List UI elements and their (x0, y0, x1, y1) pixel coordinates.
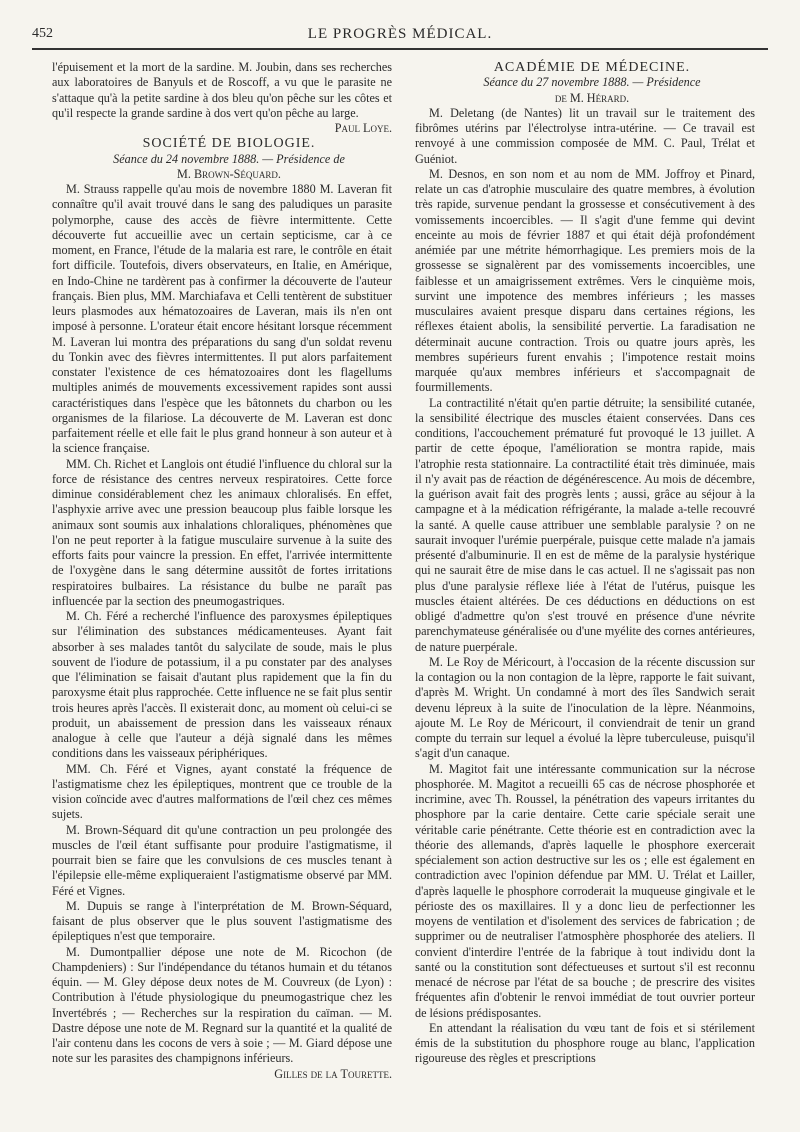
paragraph: M. Dupuis se range à l'interprétation de M. Brown-Séquard, faisant de plus observer que le plus souvent l'astigmatisme des épileptiques n'est que temporaire. (52, 898, 392, 944)
header-rule (32, 48, 768, 50)
intro-paragraph: l'épuisement et la mort de la sardine. M. Joubin, dans ses recherches aux laboratoires de Banyuls et de Roscoff, a vu que le parasite ne s'attaque qu'à la petite sardine à dos bleu qu'on pêche sur les côtes et qu'il respecte la grande sardine à dos vert qu'on pêche au large. (52, 60, 392, 120)
paragraph: M. Dumontpallier dépose une note de M. Ricochon (de Champdeniers) : Sur l'indépendance du tétanos humain et du tétanos équin. — M. Gley dépose deux notes de M. Couvreux (de Lyon) : Contribution à l'étude physiologique du pneumogastrique chez les Invertébrés ; — Recherches sur la respiration du caïman. — M. Dastre dépose une note de M. Regnard sur la quantité et la qualité de l'air contenu dans les cocons de vers à soie ; — M. Giard dépose une note sur les parasites des champignons inférieurs. (52, 944, 392, 1066)
session-line: Séance du 24 novembre 1888. — Présidence de (113, 151, 345, 166)
paragraph: M. Desnos, en son nom et au nom de MM. Joffroy et Pinard, relate un cas d'atrophie musculaire des quatre membres, à évolution très rapide, survenue pendant la grossesse et consécutivement à des vomissements incoercibles. — Il s'agit d'une femme qui devint enceinte au mois de février 1887 et qui était déjà profondément anémiée par une métrite hémorrhagique. Les premiers mois de la grossesse se signalèrent par des vomissements incoercibles, une faiblesse et un amaigrissement extrêmes. Vers le cinquième mois, survint une impotence des membres inférieurs ; les masses musculaires avaient presque disparu dans certaines régions, les réflexes étaient abolis, la sensibilité pervertie. La faradisation ne déterminait aucune contraction. Trois ou quatre jours après, les membres supérieurs furent envahis ; l'impotence restait moins marquée qu'aux membres inférieurs et s'accompagnait de fourmillements. (415, 166, 755, 395)
paragraph: MM. Ch. Féré et Vignes, ayant constaté la fréquence de l'astigmatisme chez les épileptiques, montrent que ce trouble de la vision coïncide avec d'autres malformations de l'œil chez ces mêmes sujets. (52, 761, 392, 822)
paragraph: La contractilité n'était qu'en partie détruite; la sensibilité cutanée, la sensibilité électrique des muscles étaient conservées. Dans ces conditions, l'accouchement prématuré fut provoqué le 13 juillet. A partir de cette époque, l'amélioration se montra rapide, mais l'atrophie resta stationnaire. La contractilité était très diminuée, mais il n'y avait pas de réaction de dégénérescence. Au mois de décembre, la guérison avait fait des progrès lents ; aussi, grâce au séjour à la campagne et à la médication réfrigérante, la malade a-telle recouvré la santé. A quelle cause attribuer une semblable paralysie ? on ne saurait invoquer l'urémie puerpérale, puisque cette malade n'a jamais présenté d'albuminurie. Il en est de même de la paralysie hystérique qui ne saurait être de mise dans le cas actuel. Il ne s'agissait pas non plus d'une paralysie réflexe liée à l'état de l'utérus, puisque les muscles étaient altérées. De ces déductions en déductions on est obligé d'admettre qu'on s'est trouvé en présence d'une névrite parenchymateuse généralisée ou d'une myélite des cornes antérieures, de nature puerpérale. (415, 395, 755, 654)
paragraph: MM. Ch. Richet et Langlois ont étudié l'influence du chloral sur la force de résistance des centres nerveux respiratoires. Cette force diminue considérablement chez les animaux chloralisés. En effet, l'asphyxie arrive avec une pression beaucoup plus faible lorsque les animaux sont soumis aux inhalations chloraliques, phénomènes que l'on ne peut reporter à la fatigue musculaire survenue à la suite des efforts faits pour vaincre la pression. En effet, l'arrivée intermittente de l'oxygène dans le sang détermine aussitôt de fortes irritations respiratoires bulbaires. La résistance du bulbe ne paraît pas influencée par la section des pneumogastriques. (52, 456, 392, 608)
session-president: M. Brown-Séquard. (177, 166, 281, 181)
session-line: Séance du 27 novembre 1888. — Présidence (483, 75, 701, 90)
paragraph: M. Brown-Séquard dit qu'une contraction un peu prolongée des muscles de l'œil étant suffisante pour produire l'astigmatisme, il pourrait bien se faire que les convulsions de ces muscles tenant à l'épilepsie elle-même expliqueraient l'astigmatisme observé par MM. Féré et Vignes. (52, 822, 392, 898)
paragraph: M. Deletang (de Nantes) lit un travail sur le traitement des fibrômes utérins par l'électrolyse intra-utérine. — Ce travail est renvoyé à une commission composée de MM. C. Paul, Trélat et Guéniot. (415, 105, 755, 166)
left-column (52, 60, 392, 1082)
page-number: 452 (32, 26, 53, 41)
intro-signature: Paul Loye. (334, 121, 392, 135)
signature: Gilles de la Tourette. (274, 1066, 392, 1081)
right-column (415, 60, 755, 1067)
running-title: LE PROGRÈS MÉDICAL. (307, 26, 493, 42)
paragraph: M. Ch. Féré a recherché l'influence des paroxysmes épileptiques sur l'élimination des substances médicamenteuses. Ayant fait absorber à ses malades tantôt du salycilate de soude, mais le plus souvent de l'iodure de potassium, il a pu constater par des analyses que l'élimination se faisait d'autant plus rapidement que la fin du paroxysme était plus rapprochée. Cette influence ne se fait plus sentir trois heures après l'accès. Il existerait donc, au moment où celui-ci se produit, un abaissement de pression dans les vaisseaux rénaux analogue à celle que l'auteur a déjà signalé dans les mêmes conditions dans les vaisseaux périphériques. (52, 609, 392, 761)
section-title-biologie: SOCIÉTÉ DE BIOLOGIE. (142, 136, 316, 152)
paragraph: En attendant la réalisation du vœu tant de fois et si stérilement émis de la substitution du phosphore rouge au blanc, l'application rigoureuse des règles et prescriptions (415, 1020, 755, 1066)
section-title-academie: ACADÉMIE DE MÉDECINE. (493, 60, 691, 75)
paragraph: M. Strauss rappelle qu'au mois de novembre 1880 M. Laveran fit connaître qu'il avait trouvé dans le sang des paludiques un parasite polymorphe, cause des accès de fièvre intermittente. Cette découverte fut accueillie avec un certain septicisme, car à ce moment, en France, l'étude de la malaria est rare, le contrôle en était fort difficile. Toutefois, divers observateurs, en Italie, en Amérique, en Indo-Chine ne tardèrent pas à confirmer la découverte de l'auteur français. Bien plus, MM. Marchiafava et Celli tentèrent de substituer leurs plasmodes aux hématozoaires de Laveran, mais ils n'en ont imposé à personne. L'orateur était encore hésitant lorsque récemment M. Laveran lui montra des préparations du sang d'un soldat revenu du Tonkin avec des fièvres intermittentes. Il put alors parfaitement constater l'existence de ces hématozoaires dont les flagellums multiples animés de mouvements excessivement rapides sont aussi caractéristiques dans l'espèce que les bâtonnets du charbon ou les organismes de la filariose. La découverte de M. Laveran est donc parfaitement réelle et elle fait le plus grand honneur à son auteur et à la science française. (52, 182, 392, 456)
paragraph: M. Magitot fait une intéressante communication sur la nécrose phosphorée. M. Magitot a recueilli 65 cas de nécrose phosphorée et incrimine, avec Th. Roussel, la pénétration des vapeurs irritantes du phosphore par la carie dentaire. Cette carie spéciale serait une véritable carie pénétrante. Cette théorie est en contradiction avec la théorie des allemands, d'après laquelle le phosphore exercerait spécialement son action destructive sur les os ; elle est également en contradiction avec l'opinion défendue par MM. U. Trélat et Lailler, d'après laquelle le phosphore corroderait la muqueuse gingivale et le périoste des os maxillaires. Il y a donc lieu de perfectionner les moyens de ventilation et d'isolement des services de fabrication ; de supprimer ou de neutraliser l'atmosphère phosphorée des ateliers. Il convient d'interdire l'entrée de la fabrique à tout individu dont la santé ou la constitution sont défectueuses et surtout s'il est reconnu menacé de nécrose par l'état de sa bouche ; de prescrire des visites fréquentes afin d'obtenir le renvoi immédiat de tout ouvrier porteur de lésions prédisposantes. (415, 761, 755, 1020)
page-header (32, 26, 768, 44)
session-president: de M. Hérard. (554, 90, 630, 105)
paragraph: M. Le Roy de Méricourt, à l'occasion de la récente discussion sur la contagion ou la non contagion de la lèpre, rapporte le fait suivant, d'après M. Wright. Un condamné à mort des îles Sandwich serait devenu lépreux à la suite de l'inoculation de la lèpre. Néanmoins, ajoute M. Le Roy de Méricourt, il conviendrait de tenir un grand compte du terrain sur lequel a évolué la lèpre tuberculeuse, puisqu'il s'agit d'un canaque. (415, 654, 755, 761)
